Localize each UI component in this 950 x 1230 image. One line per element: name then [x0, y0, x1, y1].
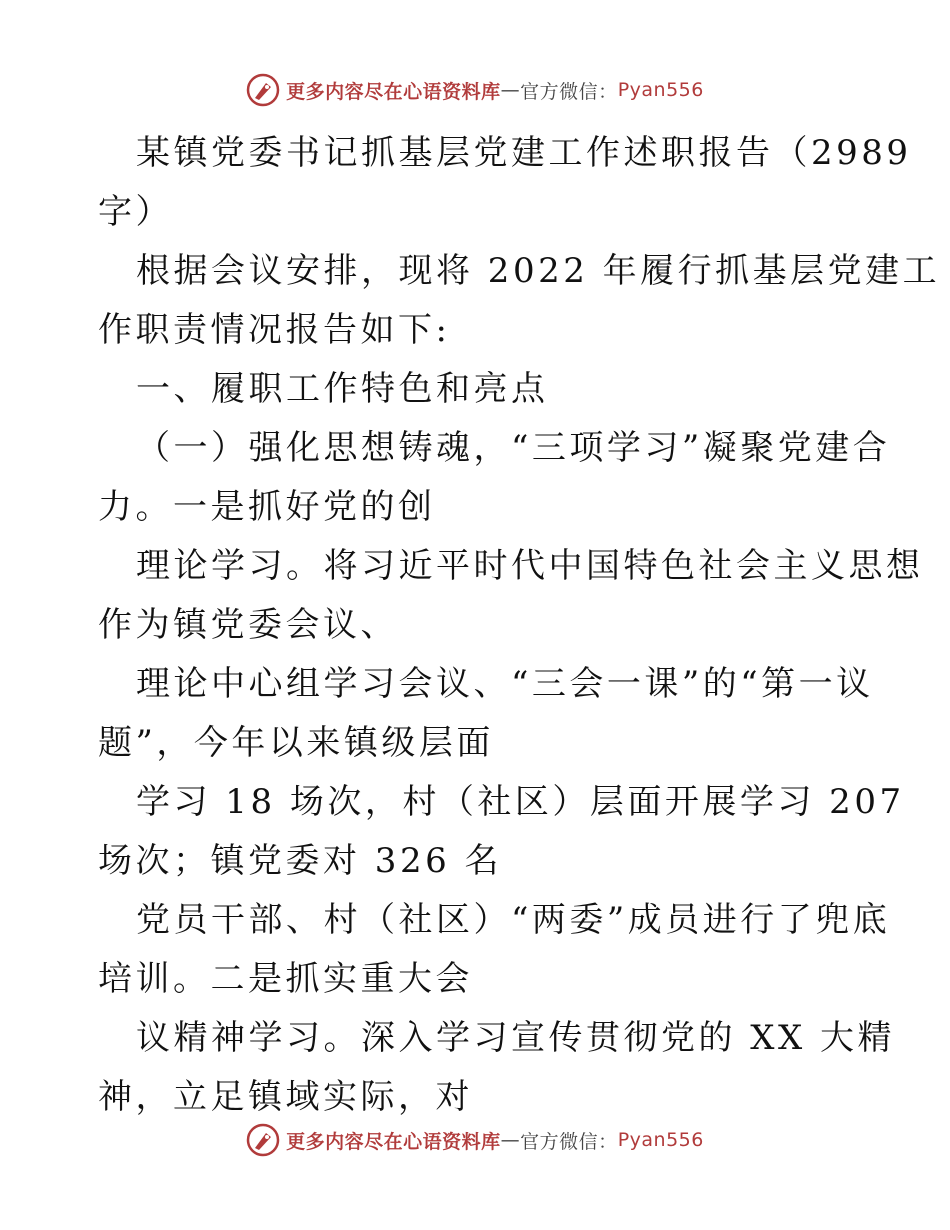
- header-watermark: [0, 70, 950, 110]
- watermark-main-text: 更多内容尽在心语资料库: [286, 80, 501, 103]
- document-title-line: 某镇党委书记抓基层党建工作述职报告（2989: [136, 133, 912, 173]
- watermark-main-text: 更多内容尽在心语资料库: [286, 1130, 501, 1153]
- watermark-sub-text: 官方微信：: [520, 80, 618, 103]
- paragraph-line: 理论中心组学习会议、“三会一课”的“第一议: [136, 664, 874, 704]
- paragraph-line: 题”，今年以来镇级层面: [98, 723, 494, 763]
- section-heading: 一、履职工作特色和亮点: [136, 369, 549, 409]
- paragraph-line: （一）强化思想铸魂，“三项学习”凝聚党建合: [136, 428, 891, 468]
- paragraph-line: 理论学习。将习近平时代中国特色社会主义思想: [136, 546, 924, 586]
- watermark-separator: —: [500, 79, 521, 101]
- watermark-wechat-id: Pyan556: [617, 1129, 704, 1151]
- paragraph-line: 议精神学习。深入学习宣传贯彻党的 XX 大精: [136, 1018, 896, 1058]
- paragraph-line: 学习 18 场次，村（社区）层面开展学习 207: [136, 782, 905, 822]
- watermark-wechat-id: Pyan556: [617, 79, 704, 101]
- pen-nib-logo-icon: [246, 1123, 280, 1157]
- document-title-line: 字）: [98, 192, 173, 232]
- paragraph-line: 场次；镇党委对 326 名: [98, 841, 503, 881]
- paragraph-line: 培训。二是抓实重大会: [98, 959, 473, 999]
- watermark-separator: —: [500, 1129, 521, 1151]
- watermark-sub-text: 官方微信：: [520, 1130, 618, 1153]
- paragraph-line: 力。一是抓好党的创: [98, 487, 436, 527]
- paragraph-line: 作为镇党委会议、: [98, 605, 398, 645]
- paragraph-line: 党员干部、村（社区）“两委”成员进行了兜底: [136, 900, 891, 940]
- paragraph-line: 神，立足镇域实际，对: [98, 1077, 473, 1117]
- pen-nib-logo-icon: [246, 73, 280, 107]
- paragraph-line: 作职责情况报告如下:: [98, 310, 451, 350]
- footer-watermark: [0, 1120, 950, 1160]
- paragraph-line: 根据会议安排，现将 2022 年履行抓基层党建工: [136, 251, 941, 291]
- document-body: [98, 124, 941, 1127]
